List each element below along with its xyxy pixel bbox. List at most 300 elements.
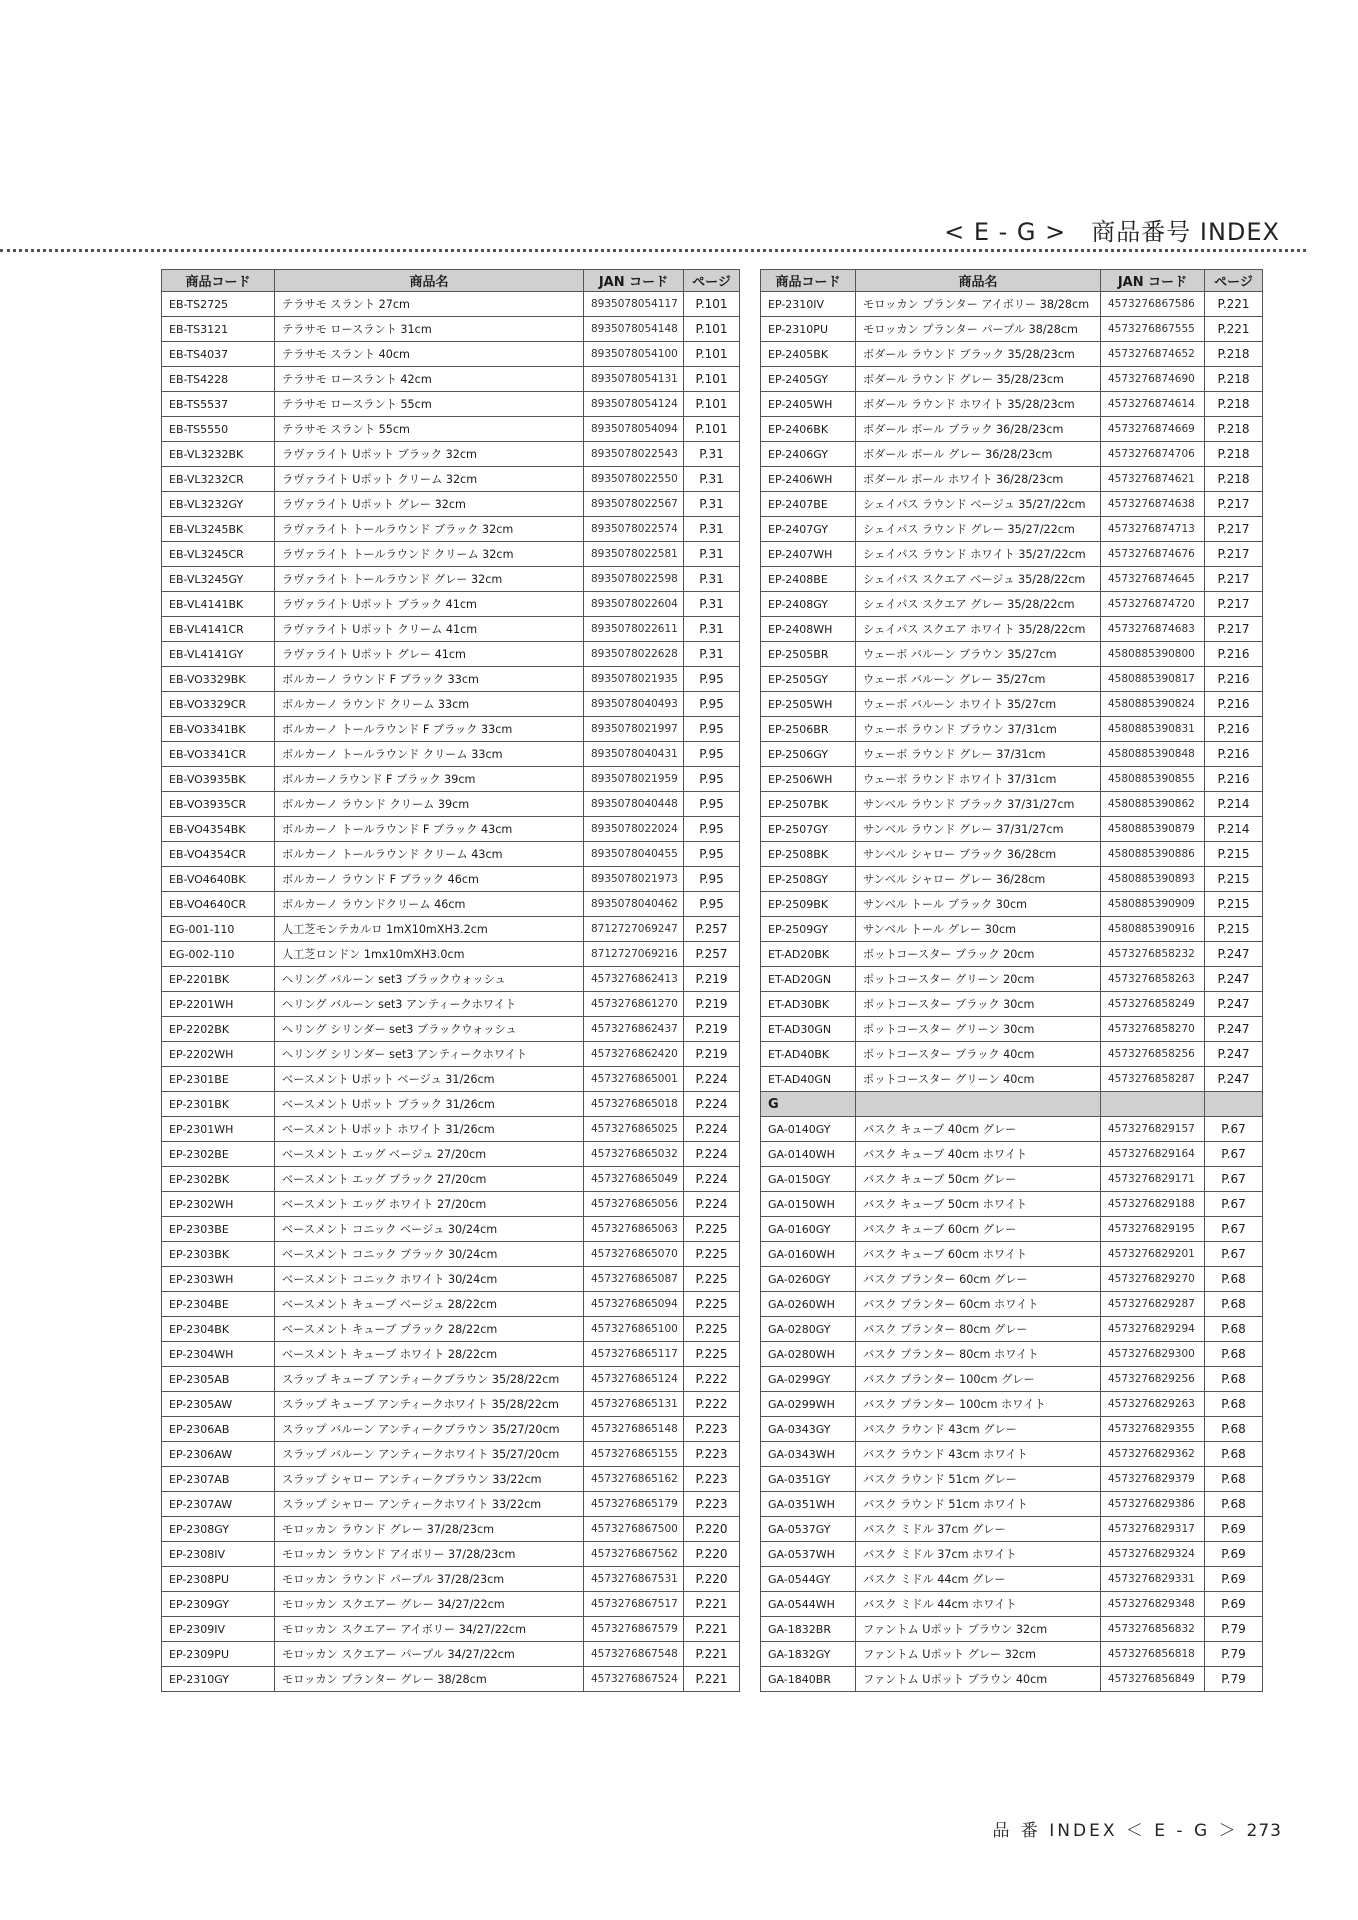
table-row bbox=[162, 1417, 740, 1442]
page-cell: P.101 bbox=[684, 417, 740, 442]
jan-cell: 8935078021973 bbox=[584, 867, 684, 892]
page-cell: P.101 bbox=[684, 317, 740, 342]
name-cell: ベースメント エッグ ホワイト 27/20cm bbox=[275, 1192, 584, 1217]
jan-cell: 4573276858256 bbox=[1101, 1042, 1205, 1067]
table-header-row bbox=[761, 270, 1263, 292]
jan-cell: 4573276829256 bbox=[1101, 1367, 1205, 1392]
code-cell: GA-1840BR bbox=[761, 1667, 856, 1692]
jan-cell: 4573276865117 bbox=[584, 1342, 684, 1367]
table-row bbox=[761, 1042, 1263, 1067]
table-row bbox=[162, 1167, 740, 1192]
table-row bbox=[761, 367, 1263, 392]
table-row bbox=[761, 1142, 1263, 1167]
page-cell: P.217 bbox=[1205, 567, 1263, 592]
jan-cell: 8935078022024 bbox=[584, 817, 684, 842]
name-cell: スラップ シャロー アンティークホワイト 33/22cm bbox=[275, 1492, 584, 1517]
code-cell: EP-2405BK bbox=[761, 342, 856, 367]
name-cell: サンベル ラウンド グレー 37/31/27cm bbox=[856, 817, 1101, 842]
table-row bbox=[761, 1417, 1263, 1442]
jan-cell: 4573276865070 bbox=[584, 1242, 684, 1267]
code-cell: EG-002-110 bbox=[162, 942, 275, 967]
name-cell: ウェーボ ラウンド ホワイト 37/31cm bbox=[856, 767, 1101, 792]
code-cell: EB-VL3245GY bbox=[162, 567, 275, 592]
code-cell: EP-2505GY bbox=[761, 667, 856, 692]
table-row bbox=[761, 1442, 1263, 1467]
table-row bbox=[761, 1267, 1263, 1292]
name-cell: ボルカーノ ラウンド クリーム 33cm bbox=[275, 692, 584, 717]
name-cell: バスク ミドル 44cm ホワイト bbox=[856, 1592, 1101, 1617]
name-cell: ラヴァライト トールラウンド ブラック 32cm bbox=[275, 517, 584, 542]
page-cell: P.247 bbox=[1205, 1067, 1263, 1092]
page-cell: P.68 bbox=[1205, 1442, 1263, 1467]
code-cell: EB-VL3232CR bbox=[162, 467, 275, 492]
page-footer bbox=[992, 1816, 1282, 1841]
page-cell: P.218 bbox=[1205, 442, 1263, 467]
code-cell: EP-2309GY bbox=[162, 1592, 275, 1617]
name-cell: ポットコースター ブラック 30cm bbox=[856, 992, 1101, 1017]
code-cell: EP-2305AB bbox=[162, 1367, 275, 1392]
name-cell: ボルカーノ トールラウンド F ブラック 33cm bbox=[275, 717, 584, 742]
table-row bbox=[761, 542, 1263, 567]
code-cell: ET-AD30BK bbox=[761, 992, 856, 1017]
code-cell: GA-1832BR bbox=[761, 1617, 856, 1642]
page-cell: P.220 bbox=[684, 1567, 740, 1592]
jan-cell: 4580885390862 bbox=[1101, 792, 1205, 817]
jan-cell: 4573276874645 bbox=[1101, 567, 1205, 592]
name-cell: ボダール ラウンド ブラック 35/28/23cm bbox=[856, 342, 1101, 367]
name-cell: ラヴァライト Uポット ブラック 32cm bbox=[275, 442, 584, 467]
page-cell: P.218 bbox=[1205, 367, 1263, 392]
page-cell: P.247 bbox=[1205, 967, 1263, 992]
index-table-left bbox=[161, 269, 740, 1692]
header-page: ページ bbox=[1205, 270, 1263, 292]
table-row bbox=[162, 1467, 740, 1492]
header-name: 商品名 bbox=[856, 270, 1101, 292]
table-row bbox=[162, 917, 740, 942]
jan-cell: 4573276867579 bbox=[584, 1617, 684, 1642]
jan-cell: 4573276874676 bbox=[1101, 542, 1205, 567]
table-row bbox=[162, 392, 740, 417]
table-row bbox=[162, 667, 740, 692]
page-cell: P.217 bbox=[1205, 492, 1263, 517]
table-row bbox=[761, 967, 1263, 992]
table-row bbox=[761, 317, 1263, 342]
page-cell: P.220 bbox=[684, 1517, 740, 1542]
name-cell: モロッカン スクエアー アイボリー 34/27/22cm bbox=[275, 1617, 584, 1642]
jan-cell: 4580885390855 bbox=[1101, 767, 1205, 792]
jan-cell: 8935078040431 bbox=[584, 742, 684, 767]
code-cell: ET-AD30GN bbox=[761, 1017, 856, 1042]
jan-cell: 4580885390893 bbox=[1101, 867, 1205, 892]
name-cell: ボルカーノ ラウンドクリーム 46cm bbox=[275, 892, 584, 917]
code-cell: EP-2408BE bbox=[761, 567, 856, 592]
name-cell: テラサモ ロースラント 42cm bbox=[275, 367, 584, 392]
page-cell: P.101 bbox=[684, 367, 740, 392]
code-cell: EP-2405WH bbox=[761, 392, 856, 417]
jan-cell: 4573276874690 bbox=[1101, 367, 1205, 392]
code-cell: EP-2201BK bbox=[162, 967, 275, 992]
name-cell: ポットコースター ブラック 20cm bbox=[856, 942, 1101, 967]
table-row bbox=[761, 917, 1263, 942]
page-cell: P.95 bbox=[684, 742, 740, 767]
name-cell: バスク プランター 100cm グレー bbox=[856, 1367, 1101, 1392]
page-cell: P.68 bbox=[1205, 1342, 1263, 1367]
name-cell: モロッカン プランター グレー 38/28cm bbox=[275, 1667, 584, 1692]
name-cell: ベースメント コニック ホワイト 30/24cm bbox=[275, 1267, 584, 1292]
code-cell: EP-2301BK bbox=[162, 1092, 275, 1117]
page-cell: P.95 bbox=[684, 767, 740, 792]
code-cell: GA-0160GY bbox=[761, 1217, 856, 1242]
code-cell: EB-VO3341CR bbox=[162, 742, 275, 767]
page-cell: P.214 bbox=[1205, 817, 1263, 842]
jan-cell: 4573276865001 bbox=[584, 1067, 684, 1092]
name-cell: バスク ラウンド 43cm グレー bbox=[856, 1417, 1101, 1442]
code-cell: GA-0140WH bbox=[761, 1142, 856, 1167]
code-cell: ET-AD40GN bbox=[761, 1067, 856, 1092]
page-cell: P.223 bbox=[684, 1442, 740, 1467]
table-row bbox=[761, 567, 1263, 592]
code-cell: EP-2307AW bbox=[162, 1492, 275, 1517]
name-cell: サンベル ラウンド ブラック 37/31/27cm bbox=[856, 792, 1101, 817]
name-cell: ベースメント キューブ ホワイト 28/22cm bbox=[275, 1342, 584, 1367]
page-cell: P.67 bbox=[1205, 1192, 1263, 1217]
table-row bbox=[162, 792, 740, 817]
table-row bbox=[761, 892, 1263, 917]
page-cell: P.218 bbox=[1205, 342, 1263, 367]
code-cell: EB-VL3245CR bbox=[162, 542, 275, 567]
page-cell: P.67 bbox=[1205, 1217, 1263, 1242]
page-cell: P.95 bbox=[684, 867, 740, 892]
table-row bbox=[162, 592, 740, 617]
name-cell: モロッカン ラウンド アイボリー 37/28/23cm bbox=[275, 1542, 584, 1567]
page-cell: P.67 bbox=[1205, 1142, 1263, 1167]
name-cell: バスク キューブ 60cm グレー bbox=[856, 1217, 1101, 1242]
page-cell: P.221 bbox=[684, 1642, 740, 1667]
code-cell: EP-2406BK bbox=[761, 417, 856, 442]
name-cell: ベースメント キューブ ベージュ 28/22cm bbox=[275, 1292, 584, 1317]
name-cell: ラヴァライト トールラウンド クリーム 32cm bbox=[275, 542, 584, 567]
table-row bbox=[162, 1092, 740, 1117]
jan-cell: 4573276829386 bbox=[1101, 1492, 1205, 1517]
table-row bbox=[761, 292, 1263, 317]
name-cell: シェイパス スクエア ベージュ 35/28/22cm bbox=[856, 567, 1101, 592]
name-cell: サンベル トール グレー 30cm bbox=[856, 917, 1101, 942]
page-cell: P.216 bbox=[1205, 667, 1263, 692]
name-cell: バスク ミドル 37cm ホワイト bbox=[856, 1542, 1101, 1567]
table-row bbox=[761, 1242, 1263, 1267]
jan-cell: 8935078021935 bbox=[584, 667, 684, 692]
page-cell: P.219 bbox=[684, 967, 740, 992]
code-cell: GA-0351WH bbox=[761, 1492, 856, 1517]
page-cell: P.67 bbox=[1205, 1117, 1263, 1142]
code-cell: EP-2407BE bbox=[761, 492, 856, 517]
jan-cell: 4573276867517 bbox=[584, 1592, 684, 1617]
table-row bbox=[162, 1042, 740, 1067]
code-cell: GA-0537GY bbox=[761, 1517, 856, 1542]
name-cell: ポットコースター グリーン 30cm bbox=[856, 1017, 1101, 1042]
name-cell: スラップ バルーン アンティークホワイト 35/27/20cm bbox=[275, 1442, 584, 1467]
table-row bbox=[162, 1192, 740, 1217]
page-cell: P.69 bbox=[1205, 1517, 1263, 1542]
name-cell: ウェーボ ラウンド ブラウン 37/31cm bbox=[856, 717, 1101, 742]
name-cell: バスク キューブ 40cm ホワイト bbox=[856, 1142, 1101, 1167]
table-row bbox=[761, 817, 1263, 842]
page-cell: P.223 bbox=[684, 1417, 740, 1442]
name-cell: バスク キューブ 50cm ホワイト bbox=[856, 1192, 1101, 1217]
table-row bbox=[162, 417, 740, 442]
name-cell: ウェーボ バルーン グレー 35/27cm bbox=[856, 667, 1101, 692]
name-cell: ヘリング バルーン set3 アンティークホワイト bbox=[275, 992, 584, 1017]
name-cell: ボルカーノ ラウンド F ブラック 33cm bbox=[275, 667, 584, 692]
page-cell: P.31 bbox=[684, 442, 740, 467]
table-row bbox=[761, 592, 1263, 617]
code-cell: EB-VO4354CR bbox=[162, 842, 275, 867]
code-cell: EP-2307AB bbox=[162, 1467, 275, 1492]
code-cell: EP-2306AW bbox=[162, 1442, 275, 1467]
jan-cell: 8935078022611 bbox=[584, 617, 684, 642]
jan-cell: 4573276867555 bbox=[1101, 317, 1205, 342]
page-cell: P.222 bbox=[684, 1367, 740, 1392]
code-cell: EP-2201WH bbox=[162, 992, 275, 1017]
jan-cell: 4573276829157 bbox=[1101, 1117, 1205, 1142]
table-row bbox=[761, 1017, 1263, 1042]
name-cell: ファントム Uポット ブラウン 40cm bbox=[856, 1667, 1101, 1692]
jan-cell: 8935078021997 bbox=[584, 717, 684, 742]
table-row bbox=[162, 942, 740, 967]
table-row bbox=[162, 642, 740, 667]
name-cell: バスク ミドル 44cm グレー bbox=[856, 1567, 1101, 1592]
section-header-row bbox=[761, 1092, 1263, 1117]
jan-cell: 4580885390824 bbox=[1101, 692, 1205, 717]
page-cell: P.68 bbox=[1205, 1417, 1263, 1442]
name-cell: ラヴァライト Uポット クリーム 32cm bbox=[275, 467, 584, 492]
table-row bbox=[162, 1567, 740, 1592]
page-cell: P.69 bbox=[1205, 1592, 1263, 1617]
name-cell: ラヴァライト Uポット クリーム 41cm bbox=[275, 617, 584, 642]
name-cell: ベースメント エッグ ベージュ 27/20cm bbox=[275, 1142, 584, 1167]
page-cell: P.31 bbox=[684, 517, 740, 542]
jan-cell: 4573276874638 bbox=[1101, 492, 1205, 517]
table-row bbox=[162, 292, 740, 317]
code-cell: EB-VL3245BK bbox=[162, 517, 275, 542]
code-cell: EP-2305AW bbox=[162, 1392, 275, 1417]
jan-cell: 4573276858287 bbox=[1101, 1067, 1205, 1092]
jan-cell: 8935078054124 bbox=[584, 392, 684, 417]
table-row bbox=[162, 1592, 740, 1617]
jan-cell: 4573276829379 bbox=[1101, 1467, 1205, 1492]
table-row bbox=[761, 842, 1263, 867]
page-cell: P.68 bbox=[1205, 1467, 1263, 1492]
table-row bbox=[761, 717, 1263, 742]
name-cell: モロッカン スクエアー パープル 34/27/22cm bbox=[275, 1642, 584, 1667]
code-cell: EB-TS4228 bbox=[162, 367, 275, 392]
name-cell: バスク ラウンド 43cm ホワイト bbox=[856, 1442, 1101, 1467]
table-row bbox=[162, 1442, 740, 1467]
page-cell: P.216 bbox=[1205, 742, 1263, 767]
code-cell: EP-2303WH bbox=[162, 1267, 275, 1292]
table-row bbox=[162, 567, 740, 592]
header-code: 商品コード bbox=[162, 270, 275, 292]
table-row bbox=[761, 342, 1263, 367]
page-cell: P.216 bbox=[1205, 717, 1263, 742]
table-row bbox=[761, 1342, 1263, 1367]
jan-cell: 4573276829263 bbox=[1101, 1392, 1205, 1417]
jan-cell: 8935078054148 bbox=[584, 317, 684, 342]
table-row bbox=[761, 1217, 1263, 1242]
jan-cell: 4580885390879 bbox=[1101, 817, 1205, 842]
page-cell: P.221 bbox=[684, 1667, 740, 1692]
page-cell: P.69 bbox=[1205, 1542, 1263, 1567]
page-cell: P.79 bbox=[1205, 1667, 1263, 1692]
table-row bbox=[162, 692, 740, 717]
page-cell: P.68 bbox=[1205, 1492, 1263, 1517]
table-header-row bbox=[162, 270, 740, 292]
code-cell: GA-0140GY bbox=[761, 1117, 856, 1142]
page-cell: P.257 bbox=[684, 942, 740, 967]
dotted-divider bbox=[0, 249, 1306, 252]
table-row bbox=[162, 542, 740, 567]
code-cell: ET-AD20GN bbox=[761, 967, 856, 992]
page-cell: P.219 bbox=[684, 992, 740, 1017]
name-cell: ヘリング バルーン set3 ブラックウォッシュ bbox=[275, 967, 584, 992]
code-cell: ET-AD20BK bbox=[761, 942, 856, 967]
table-row bbox=[761, 692, 1263, 717]
table-row bbox=[162, 492, 740, 517]
jan-cell: 4573276858270 bbox=[1101, 1017, 1205, 1042]
table-row bbox=[761, 767, 1263, 792]
table-row bbox=[761, 417, 1263, 442]
name-cell: スラップ シャロー アンティークブラウン 33/22cm bbox=[275, 1467, 584, 1492]
code-cell: EB-VL4141CR bbox=[162, 617, 275, 642]
code-cell: EP-2408GY bbox=[761, 592, 856, 617]
name-cell: ラヴァライト Uポット グレー 41cm bbox=[275, 642, 584, 667]
code-cell: GA-0260GY bbox=[761, 1267, 856, 1292]
table-row bbox=[761, 1517, 1263, 1542]
code-cell: EB-VO3935CR bbox=[162, 792, 275, 817]
page-cell: P.247 bbox=[1205, 1017, 1263, 1042]
page-cell: P.215 bbox=[1205, 917, 1263, 942]
code-cell: EP-2407GY bbox=[761, 517, 856, 542]
jan-cell: 4573276867531 bbox=[584, 1567, 684, 1592]
header-page: ページ bbox=[684, 270, 740, 292]
table-row bbox=[761, 1492, 1263, 1517]
table-row bbox=[761, 1667, 1263, 1692]
page-cell: P.223 bbox=[684, 1467, 740, 1492]
code-cell: EP-2304BE bbox=[162, 1292, 275, 1317]
table-row bbox=[162, 1492, 740, 1517]
jan-cell: 4573276856818 bbox=[1101, 1642, 1205, 1667]
code-cell: EP-2405GY bbox=[761, 367, 856, 392]
header-jan: JAN コード bbox=[1101, 270, 1205, 292]
table-row bbox=[162, 842, 740, 867]
table-row bbox=[162, 967, 740, 992]
page-cell: P.221 bbox=[1205, 292, 1263, 317]
page-cell: P.31 bbox=[684, 592, 740, 617]
name-cell: スラップ キューブ アンティークブラウン 35/28/22cm bbox=[275, 1367, 584, 1392]
name-cell: スラップ バルーン アンティークブラウン 35/27/20cm bbox=[275, 1417, 584, 1442]
table-row bbox=[761, 1067, 1263, 1092]
name-cell: ファントム Uポット グレー 32cm bbox=[856, 1642, 1101, 1667]
section-filler-cell bbox=[1101, 1092, 1205, 1117]
code-cell: EG-001-110 bbox=[162, 917, 275, 942]
code-cell: GA-0343WH bbox=[761, 1442, 856, 1467]
code-cell: EB-VL4141GY bbox=[162, 642, 275, 667]
table-row bbox=[162, 442, 740, 467]
jan-cell: 4573276865018 bbox=[584, 1092, 684, 1117]
jan-cell: 4573276829300 bbox=[1101, 1342, 1205, 1367]
jan-cell: 8935078022581 bbox=[584, 542, 684, 567]
jan-cell: 4573276862420 bbox=[584, 1042, 684, 1067]
table-row bbox=[162, 992, 740, 1017]
page-cell: P.257 bbox=[684, 917, 740, 942]
table-row bbox=[761, 1367, 1263, 1392]
jan-cell: 4573276874614 bbox=[1101, 392, 1205, 417]
code-cell: EB-TS5550 bbox=[162, 417, 275, 442]
page-cell: P.220 bbox=[684, 1542, 740, 1567]
jan-cell: 4573276862413 bbox=[584, 967, 684, 992]
name-cell: サンベル シャロー ブラック 36/28cm bbox=[856, 842, 1101, 867]
table-row bbox=[761, 992, 1263, 1017]
jan-cell: 4573276829287 bbox=[1101, 1292, 1205, 1317]
table-row bbox=[162, 1542, 740, 1567]
jan-cell: 4580885390909 bbox=[1101, 892, 1205, 917]
jan-cell: 4580885390848 bbox=[1101, 742, 1205, 767]
jan-cell: 4580885390886 bbox=[1101, 842, 1205, 867]
table-row bbox=[761, 1542, 1263, 1567]
name-cell: シェイパス ラウンド ベージュ 35/27/22cm bbox=[856, 492, 1101, 517]
name-cell: ヘリング シリンダー set3 アンティークホワイト bbox=[275, 1042, 584, 1067]
name-cell: モロッカン ラウンド グレー 37/28/23cm bbox=[275, 1517, 584, 1542]
jan-cell: 4573276829294 bbox=[1101, 1317, 1205, 1342]
jan-cell: 8935078022598 bbox=[584, 567, 684, 592]
code-cell: EP-2509GY bbox=[761, 917, 856, 942]
jan-cell: 4573276865025 bbox=[584, 1117, 684, 1142]
name-cell: シェイパス スクエア グレー 35/28/22cm bbox=[856, 592, 1101, 617]
jan-cell: 4573276865124 bbox=[584, 1367, 684, 1392]
page-cell: P.225 bbox=[684, 1242, 740, 1267]
jan-cell: 4573276829195 bbox=[1101, 1217, 1205, 1242]
name-cell: ボダール ボール ブラック 36/28/23cm bbox=[856, 417, 1101, 442]
page-cell: P.218 bbox=[1205, 417, 1263, 442]
name-cell: ボルカーノ トールラウンド F ブラック 43cm bbox=[275, 817, 584, 842]
name-cell: ラヴァライト Uポット グレー 32cm bbox=[275, 492, 584, 517]
jan-cell: 8935078021959 bbox=[584, 767, 684, 792]
code-cell: EP-2303BK bbox=[162, 1242, 275, 1267]
name-cell: シェイパス ラウンド ホワイト 35/27/22cm bbox=[856, 542, 1101, 567]
page-cell: P.224 bbox=[684, 1192, 740, 1217]
table-row bbox=[761, 1192, 1263, 1217]
code-cell: EP-2309IV bbox=[162, 1617, 275, 1642]
page-cell: P.95 bbox=[684, 692, 740, 717]
name-cell: バスク プランター 60cm グレー bbox=[856, 1267, 1101, 1292]
code-cell: EP-2505BR bbox=[761, 642, 856, 667]
page-cell: P.225 bbox=[684, 1342, 740, 1367]
page-cell: P.221 bbox=[684, 1617, 740, 1642]
table-row bbox=[162, 867, 740, 892]
code-cell: EP-2310IV bbox=[761, 292, 856, 317]
code-cell: EP-2202BK bbox=[162, 1017, 275, 1042]
code-cell: EB-VO4640BK bbox=[162, 867, 275, 892]
table-row bbox=[162, 1517, 740, 1542]
name-cell: ボダール ラウンド ホワイト 35/28/23cm bbox=[856, 392, 1101, 417]
page-cell: P.68 bbox=[1205, 1267, 1263, 1292]
jan-cell: 8935078040448 bbox=[584, 792, 684, 817]
page-cell: P.222 bbox=[684, 1392, 740, 1417]
code-cell: EP-2306AB bbox=[162, 1417, 275, 1442]
table-row bbox=[761, 867, 1263, 892]
code-cell: GA-0260WH bbox=[761, 1292, 856, 1317]
table-row bbox=[162, 1667, 740, 1692]
